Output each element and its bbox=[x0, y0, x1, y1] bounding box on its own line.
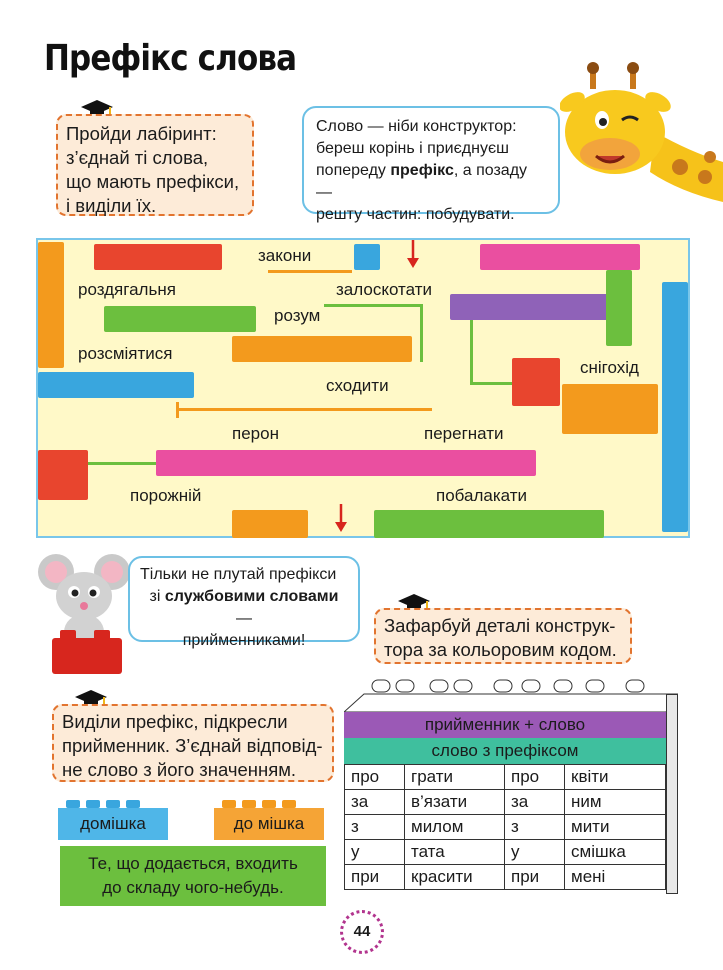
table-cell[interactable]: при bbox=[345, 865, 405, 890]
bubble-line: прийменниками! bbox=[182, 632, 306, 649]
legend-prefixed-word: слово з префіксом bbox=[344, 738, 666, 764]
giraffe-spot bbox=[672, 159, 688, 175]
giraffe-speech-bubble bbox=[302, 106, 560, 223]
table-row bbox=[345, 765, 666, 790]
table-cell[interactable]: красити bbox=[405, 865, 505, 890]
brick-line: Те, що додається, входить bbox=[60, 846, 326, 906]
maze-word[interactable]: розум bbox=[274, 306, 321, 325]
table-cell[interactable]: мити bbox=[565, 815, 666, 840]
color-code-table bbox=[344, 764, 666, 890]
lego-brick bbox=[480, 244, 640, 270]
maze-path bbox=[420, 304, 423, 362]
meaning-brick-green[interactable] bbox=[60, 846, 326, 906]
table-cell[interactable]: ним bbox=[565, 790, 666, 815]
lego-brick bbox=[374, 510, 604, 538]
table-cell[interactable]: смішка bbox=[565, 840, 666, 865]
brick-line: до складу чого-небудь. bbox=[102, 878, 284, 897]
lego-brick bbox=[606, 270, 632, 346]
maze-path bbox=[470, 382, 512, 385]
note-line: Виділи префікс, підкресли bbox=[62, 711, 288, 732]
maze-word[interactable]: перегнати bbox=[424, 424, 504, 443]
maze-word[interactable]: роздягальня bbox=[78, 280, 176, 299]
note-line: з’єднай ті слова, bbox=[66, 147, 209, 168]
mouse-speech-bubble bbox=[128, 556, 360, 649]
exit-arrow-icon bbox=[334, 504, 348, 534]
bubble-line: Слово — ніби конструктор: bbox=[316, 118, 517, 135]
maze-word[interactable]: сходити bbox=[326, 376, 389, 395]
note-line: що мають префікси, bbox=[66, 171, 240, 192]
lego-brick bbox=[104, 306, 256, 332]
lego-brick bbox=[38, 450, 88, 500]
bubble-line bbox=[140, 586, 348, 630]
word-brick-orange[interactable] bbox=[214, 800, 324, 840]
maze-path bbox=[470, 320, 473, 384]
note-line: Пройди лабіринт: bbox=[66, 123, 217, 144]
note-line: прийменник. З’єднай відповід- bbox=[62, 735, 323, 756]
note-line: Зафарбуй деталі конструк- bbox=[384, 615, 616, 636]
table-row bbox=[345, 790, 666, 815]
table-cell[interactable]: при bbox=[505, 865, 565, 890]
mouse-illustration bbox=[34, 550, 134, 680]
bubble-line: береш корінь і приєднуєш bbox=[316, 140, 509, 157]
table-cell[interactable]: про bbox=[505, 765, 565, 790]
bubble-text: зі bbox=[149, 588, 165, 605]
brick-word: домішка bbox=[58, 808, 168, 840]
maze-word[interactable]: снігохід bbox=[580, 358, 639, 377]
bubble-line bbox=[316, 160, 546, 204]
bubble-bold-term: префікс bbox=[390, 162, 454, 179]
bubble-text: попереду bbox=[316, 162, 391, 179]
maze-path bbox=[88, 462, 156, 465]
table-cell[interactable]: з bbox=[505, 815, 565, 840]
bubble-text: — bbox=[236, 610, 252, 627]
table-cell[interactable]: грати bbox=[405, 765, 505, 790]
entry-arrow-icon bbox=[406, 240, 420, 270]
prefix-task-note bbox=[52, 704, 334, 782]
maze-word[interactable]: розсміятися bbox=[78, 344, 173, 363]
table-cell[interactable]: з bbox=[345, 815, 405, 840]
table-row bbox=[345, 815, 666, 840]
table-side bbox=[666, 694, 678, 894]
bubble-line: Тільки не плутай префікси bbox=[140, 566, 337, 583]
maze-word[interactable]: залоскотати bbox=[336, 280, 432, 299]
maze-word[interactable]: перон bbox=[232, 424, 279, 443]
color-task-note bbox=[374, 608, 632, 664]
table-row bbox=[345, 840, 666, 865]
lego-brick bbox=[450, 294, 610, 320]
page-title: Префікс слова bbox=[44, 38, 297, 79]
legend-preposition-word: прийменник + слово bbox=[344, 712, 666, 738]
lego-brick bbox=[94, 244, 222, 270]
word-maze[interactable] bbox=[36, 238, 690, 538]
table-cell[interactable]: в’язати bbox=[405, 790, 505, 815]
maze-task-note bbox=[56, 114, 254, 216]
table-cell[interactable]: мені bbox=[565, 865, 666, 890]
maze-word[interactable]: закони bbox=[258, 246, 312, 265]
note-line: і виділи їх. bbox=[66, 195, 157, 216]
note-line: тора за кольоровим кодом. bbox=[384, 639, 617, 660]
bubble-line: решту частин: побудувати. bbox=[316, 206, 515, 223]
bubble-text: , а позаду — bbox=[316, 162, 528, 201]
maze-word[interactable]: побалакати bbox=[436, 486, 528, 505]
maze-path bbox=[176, 408, 432, 411]
table-cell[interactable]: за bbox=[345, 790, 405, 815]
brick-word: до мішка bbox=[214, 808, 324, 840]
lego-brick bbox=[38, 372, 194, 398]
lego-brick bbox=[232, 336, 412, 362]
bubble-bold-term: службовими словами bbox=[164, 588, 339, 605]
lego-brick bbox=[156, 450, 536, 476]
maze-path bbox=[268, 270, 352, 273]
table-cell[interactable]: у bbox=[345, 840, 405, 865]
table-cell[interactable]: милом bbox=[405, 815, 505, 840]
note-line: не слово з його значенням. bbox=[62, 759, 297, 780]
page-number: 44 bbox=[340, 910, 384, 954]
giraffe-illustration bbox=[560, 62, 723, 202]
lego-brick bbox=[38, 242, 64, 368]
table-cell[interactable]: за bbox=[505, 790, 565, 815]
lego-brick bbox=[512, 358, 560, 406]
lego-brick bbox=[354, 244, 380, 270]
word-brick-blue[interactable] bbox=[58, 800, 168, 840]
lego-brick bbox=[662, 282, 688, 532]
lego-brick bbox=[232, 510, 308, 538]
maze-path bbox=[324, 304, 422, 307]
table-cell[interactable]: про bbox=[345, 765, 405, 790]
lego-brick bbox=[562, 384, 658, 434]
maze-word[interactable]: порожній bbox=[130, 486, 202, 505]
table-cell[interactable]: тата bbox=[405, 840, 505, 865]
maze-path bbox=[176, 402, 179, 418]
table-row bbox=[345, 865, 666, 890]
table-cell[interactable]: квіти bbox=[565, 765, 666, 790]
table-cell[interactable]: у bbox=[505, 840, 565, 865]
lego-studs bbox=[344, 676, 678, 714]
